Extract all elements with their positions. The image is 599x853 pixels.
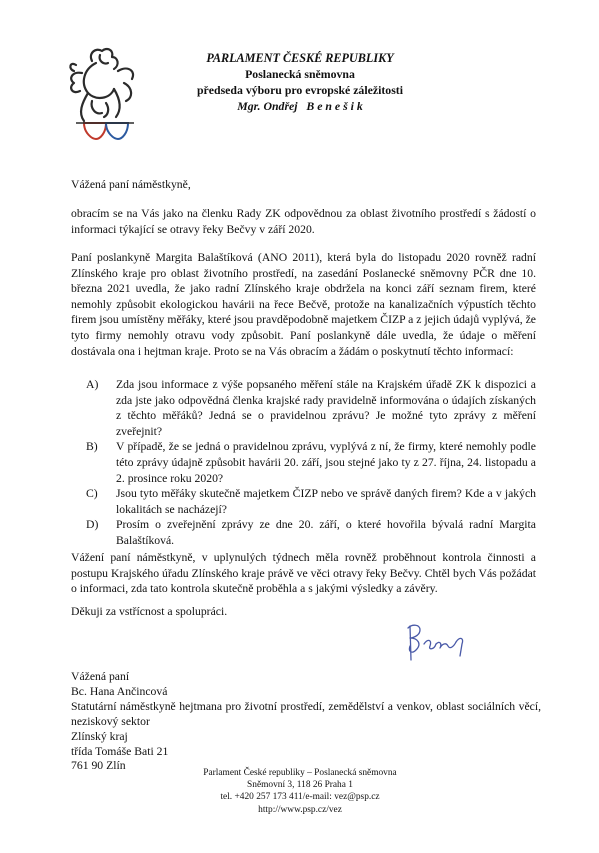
letterhead [150, 50, 450, 114]
question-text: V případě, že se jedná o pravidelnou zprávu, vyplývá z ní, že firmy, které nemohly podle této zprávy údajně způsobit havárii 20. září, jsou stejné jako ty z 27. října, 24. listopadu a 2. prosince roku 2020? [116, 440, 536, 485]
recipient-greeting: Vážená paní [71, 670, 130, 683]
parliament-title: PARLAMENT ČESKÉ REPUBLIKY [206, 51, 394, 65]
list-item [86, 486, 536, 517]
list-marker: D) [86, 518, 99, 532]
recipient-position: Statutární náměstkyně hejtmana pro životní prostředí, zemědělství a venkov, oblast sociálních věcí, neziskový sektor [71, 699, 541, 728]
footer-address: Sněmovní 3, 118 26 Praha 1 [247, 780, 353, 791]
sender-name: Mgr. Ondřej B e n e š i k [237, 99, 363, 113]
paragraph-context: Paní poslankyně Margita Balaštíková (ANO 2011), která byla do listopadu 2020 rovněž radní Zlínského kraje pro oblast životního prostředí, na zasedání Poslanecké sněmovny PČR dne 10. března 2021 uvedla, že jako radní Zlínského kraje obdržela na konci září seznam firem, které nemohly způsobit ekologickou havárii na řece Bečvě, protože na kanalizačních výpustích těchto firem jsou umístěny měřáky, které jsou pravděpodobně majetkem ČIZP a z jejich údajů vyplývá, že tyto firmy nemohly otravu vody způsobit. Paní poslankyně dále uvedla, že údaje o měření dostávala ona i hejtman kraje. Proto se na Vás obracím a žádám o poskytnutí těchto informací: [71, 251, 536, 358]
list-marker: A) [86, 378, 99, 391]
chamber-name: Poslanecká sněmovna [245, 67, 355, 81]
coat-of-arms-logo [62, 43, 144, 147]
footer-institution: Parlament České republiky – Poslanecká sněmovna [203, 768, 397, 778]
salutation: Vážená paní náměstkyně, [71, 178, 191, 191]
recipient-region: Zlínský kraj [71, 729, 128, 743]
footer-website: http://www.psp.cz/vez [258, 804, 342, 815]
question-list [86, 377, 536, 549]
paragraph-intro: obracím se na Vás jako na členku Rady ZK odpovědnou za oblast životního prostředí s žádostí o informaci týkající se otravy řeky Bečvy v září 2020. [71, 207, 536, 236]
letter-footer [150, 767, 450, 816]
question-text: Zda jsou informace z výše popsaného měření stále na Krajském úřadě ZK k dispozici a zda jste jako odpovědná členka krajské rady pravidelně informována o údajích získaných z těchto měřáků? Jedná se o pravidelnou zprávu? Je možné tyto zprávy z měření zveřejnit? [116, 378, 536, 438]
list-item [86, 517, 536, 548]
handwritten-signature [402, 616, 472, 666]
question-text: Jsou tyto měřáky skutečně majetkem ČIZP nebo ve správě daných firem? Kde a v jakých lokalitách se nacházejí? [116, 487, 536, 516]
sender-role: předseda výboru pro evropské záležitosti [196, 83, 403, 97]
footer-contact: tel. +420 257 173 411/e-mail: vez@psp.cz [220, 792, 380, 803]
recipient-name: Bc. Hana Ančincová [71, 684, 168, 698]
recipient-street: třída Tomáše Bati 21 [71, 744, 169, 758]
recipient-city: 761 90 Zlín [71, 759, 126, 773]
paragraph-inspection: Vážení paní náměstkyně, v uplynulých týdnech měla rovněž proběhnout kontrola činnosti a postupu Krajského úřadu Zlínského kraje právě ve věci otravy řeky Bečvy. Chtěl bych Vás požádat o informaci, zda tato kontrola skutečně proběhla a s jakými výsledky a závěry. [71, 551, 536, 596]
list-marker: B) [86, 440, 98, 454]
recipient-address [71, 670, 541, 774]
question-text: Prosím o zveřejnění zprávy ze dne 20. září, o které hovořila bývalá radní Margita Balaštíková. [116, 518, 536, 547]
list-item [86, 439, 536, 486]
list-item [86, 377, 536, 439]
closing-line: Děkuji za vstřícnost a spolupráci. [71, 605, 228, 618]
list-marker: C) [86, 487, 98, 501]
